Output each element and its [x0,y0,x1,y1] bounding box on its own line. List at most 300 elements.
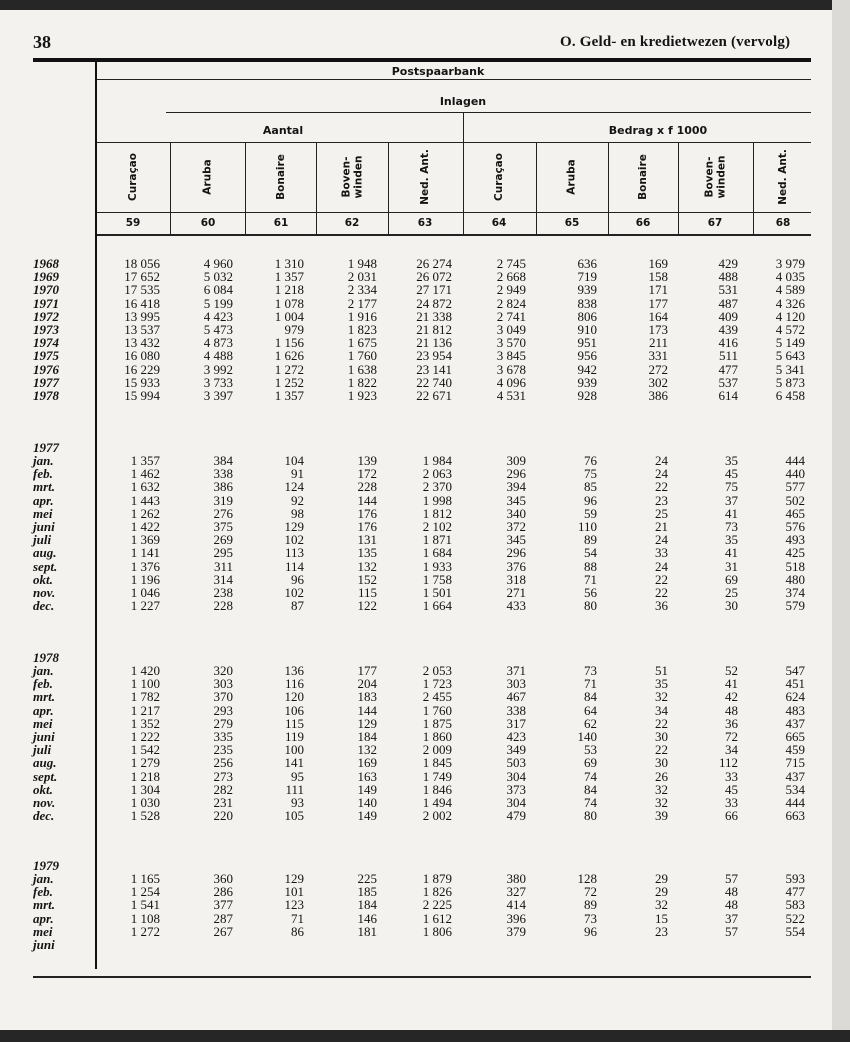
table-cell: 1 272 [130,923,160,939]
table-cell: 69 [584,755,597,771]
table-cell: 1 871 [422,532,452,548]
table-cell: 129 [357,715,377,731]
col-divider [753,142,754,236]
table-cell: 583 [785,897,805,913]
table-cell: 503 [506,755,526,771]
table-cell: 71 [584,571,597,587]
table-cell: 31 [725,558,738,574]
table-cell: 96 [291,571,304,587]
table-cell: 21 136 [416,335,452,351]
table-cell: 32 [655,795,668,810]
table-cell: 537 [718,374,738,390]
row-label: juni [33,519,55,534]
table-cell: 2 370 [422,479,452,495]
row-label: juni [33,937,55,952]
table-cell: 440 [785,466,805,482]
col-number: 63 [417,217,433,229]
table-cell: 309 [506,453,526,468]
table-cell: 228 [213,598,233,614]
table-row [0,925,850,938]
page-number: 38 [33,32,51,52]
table-cell: 1 846 [422,781,452,797]
table-cell: 287 [213,910,233,926]
table-cell: 15 933 [124,374,160,390]
table-cell: 220 [213,808,233,824]
table-row [0,310,850,323]
table-cell: 1 826 [422,884,452,900]
table-cell: 1 812 [422,505,452,521]
table-cell: 106 [284,702,304,718]
table-cell: 45 [725,781,738,797]
table-cell: 2 668 [496,269,526,285]
table-cell: 136 [284,663,304,678]
table-cell: 522 [785,910,805,926]
table-cell: 73 [584,663,597,678]
table-cell: 3 397 [203,388,233,403]
table-cell: 23 954 [416,348,452,364]
table-cell: 1 501 [422,585,452,600]
table-cell: 1 723 [422,676,452,692]
table-cell: 37 [725,910,738,926]
table-cell: 451 [785,676,805,692]
row-label: jan. [33,663,54,678]
table-cell: 132 [357,742,377,758]
table-cell: 3 733 [203,374,233,390]
table-cell: 37 [725,492,738,508]
table-cell: 13 432 [124,335,160,351]
table-row [0,743,850,756]
table-cell: 303 [506,676,526,692]
col-head-bonaire-aantal [261,144,301,210]
row-label: dec. [33,808,55,824]
row-label: sept. [33,768,58,784]
table-cell: 951 [577,335,597,351]
table-cell: 319 [213,492,233,508]
table-cell: 477 [718,361,738,377]
table-cell: 21 338 [416,308,452,324]
table-cell: 1 352 [130,715,160,731]
table-cell: 111 [285,781,304,797]
table-cell: 16 418 [124,295,160,311]
table-cell: 576 [785,519,805,534]
col-number: 60 [200,217,216,229]
header-rule-4 [95,212,811,213]
table-cell: 45 [725,466,738,482]
table-cell: 86 [291,923,304,939]
table-cell: 1 422 [130,519,160,534]
table-cell: 1 782 [130,689,160,705]
table-row [0,885,850,898]
table-cell: 5 643 [775,348,805,364]
table-cell: 303 [213,676,233,692]
table-cell: 1 542 [130,742,160,758]
table-cell: 25 [655,505,668,521]
table-cell: 2 334 [347,282,377,298]
table-cell: 2 002 [422,808,452,824]
col-head-aruba-aantal [188,144,228,210]
table-cell: 39 [655,808,668,824]
table-cell: 24 [655,532,668,548]
table-cell: 272 [648,361,668,377]
row-label: 1971 [33,295,59,311]
col-number: 65 [564,217,580,229]
table-cell: 185 [357,884,377,900]
table-cell: 719 [577,269,597,285]
table-cell: 1 760 [422,702,452,718]
table-cell: 416 [718,335,738,351]
table-cell: 296 [506,466,526,482]
table-cell: 1 443 [130,492,160,508]
table-cell: 1 758 [422,571,452,587]
table-cell: 144 [357,702,377,718]
table-cell: 1 004 [274,308,304,324]
row-label: dec. [33,598,55,614]
table-cell: 314 [213,571,233,587]
table-cell: 114 [284,558,304,574]
table-cell: 172 [357,466,377,482]
col-head-text: Boven- winden [703,155,728,199]
col-divider [245,142,246,236]
col-head-text: Bonaire [275,154,287,200]
table-cell: 939 [577,374,597,390]
col-divider [678,142,679,236]
table-cell: 2 824 [496,295,526,311]
table-cell: 176 [357,519,377,534]
table-cell: 115 [357,585,377,600]
col-head-text: Ned. Ant. [777,149,789,205]
row-label: 1975 [33,348,59,364]
row-label: juli [33,532,52,548]
table-cell: 15 994 [124,388,160,403]
table-row [0,297,850,310]
col-head-text: Curaçao [493,153,505,201]
table-cell: 1 357 [274,269,304,285]
table-cell: 141 [284,755,304,771]
table-cell: 32 [655,781,668,797]
table-cell: 22 740 [416,374,452,390]
col-divider [608,142,609,236]
table-cell: 57 [725,871,738,886]
table-row [0,467,850,480]
table-cell: 176 [357,505,377,521]
page-edge-top [0,0,850,10]
table-cell: 64 [584,702,597,718]
row-label: 1974 [33,335,59,351]
table-cell: 59 [584,505,597,521]
table-cell: 377 [213,897,233,913]
table-cell: 715 [785,755,805,771]
table-cell: 256 [213,755,233,771]
table-cell: 467 [506,689,526,705]
table-cell: 128 [577,871,597,886]
table-cell: 5 032 [203,269,233,285]
table-cell: 444 [785,795,805,810]
table-row [0,507,850,520]
table-cell: 2 741 [496,308,526,324]
table-cell: 1 254 [130,884,160,900]
table-cell: 152 [357,571,377,587]
table-cell: 956 [577,348,597,364]
col-head-text: Boven- winden [340,155,365,199]
table-cell: 1 196 [130,571,160,587]
table-cell: 84 [584,781,597,797]
table-cell: 273 [213,768,233,784]
table-cell: 15 [655,910,668,926]
table-cell: 140 [577,729,597,744]
table-cell: 52 [725,663,738,678]
table-cell: 66 [725,808,738,824]
table-row [0,363,850,376]
inlagen-label: Inlagen [439,95,487,108]
table-cell: 806 [577,308,597,324]
table-cell: 36 [725,715,738,731]
table-cell: 1 822 [347,374,377,390]
table-cell: 437 [785,715,805,731]
table-row [0,376,850,389]
col-head-bonaire-bedrag [623,144,663,210]
table-cell: 17 652 [124,269,160,285]
table-cell: 3 992 [203,361,233,377]
table-cell: 593 [785,871,805,886]
header-rule-5 [95,234,811,236]
table-cell: 30 [655,729,668,744]
row-label: apr. [33,910,54,926]
table-row [0,912,850,925]
table-cell: 4 572 [775,322,805,337]
table-cell: 74 [584,768,597,784]
table-cell: 3 049 [496,322,526,337]
col-head-nedant-bedrag [763,144,803,210]
table-cell: 41 [725,545,738,561]
bottom-rule [33,976,811,978]
table-cell: 1 923 [347,388,377,403]
table-cell: 1 218 [274,282,304,298]
table-cell: 1 217 [130,702,160,718]
table-cell: 1 420 [130,663,160,678]
table-cell: 5 473 [203,322,233,337]
table-cell: 5 199 [203,295,233,311]
table-cell: 4 035 [775,269,805,285]
table-cell: 89 [584,532,597,548]
table-cell: 1 823 [347,322,377,337]
table-row [0,599,850,612]
table-cell: 115 [284,715,304,731]
header-rule-1 [95,79,811,80]
table-cell: 35 [725,453,738,468]
table-cell: 320 [213,663,233,678]
table-cell: 41 [725,505,738,521]
table-cell: 304 [506,768,526,784]
row-label: 1969 [33,269,59,285]
table-cell: 183 [357,689,377,705]
table-cell: 444 [785,453,805,468]
table-cell: 5 873 [775,374,805,390]
table-cell: 4 873 [203,335,233,351]
table-cell: 98 [291,505,304,521]
table-cell: 85 [584,479,597,495]
table-cell: 13 537 [124,322,160,337]
table-cell: 158 [648,269,668,285]
table-cell: 1 664 [422,598,452,614]
header-rule-2 [166,112,811,113]
table-cell: 1 462 [130,466,160,482]
table-cell: 370 [213,689,233,705]
table-cell: 3 845 [496,348,526,364]
table-cell: 579 [785,598,805,614]
year-heading: 1977 [33,440,59,455]
table-cell: 1 875 [422,715,452,731]
col-head-nedant-aantal [405,144,445,210]
table-cell: 144 [357,492,377,508]
table-cell: 57 [725,923,738,939]
table-cell: 376 [506,558,526,574]
table-cell: 1 675 [347,335,377,351]
header-rule-3 [95,142,811,143]
table-cell: 942 [577,361,597,377]
table-row [0,756,850,769]
table-cell: 228 [357,479,377,495]
table-cell: 373 [506,781,526,797]
table-cell: 18 056 [124,256,160,271]
row-label: feb. [33,676,53,692]
table-cell: 84 [584,689,597,705]
table-cell: 177 [357,663,377,678]
table-cell: 89 [584,897,597,913]
table-cell: 295 [213,545,233,561]
col-divider [388,142,389,236]
table-cell: 1 845 [422,755,452,771]
table-cell: 181 [357,923,377,939]
table-cell: 4 120 [775,308,805,324]
table-cell: 414 [506,897,526,913]
table-cell: 487 [718,295,738,311]
row-label: 1978 [33,388,59,403]
col-divider [536,142,537,236]
table-cell: 1 948 [347,256,377,271]
table-cell: 53 [584,742,597,758]
table-cell: 2 455 [422,689,452,705]
table-cell: 6 458 [775,388,805,403]
table-cell: 26 274 [416,256,452,271]
table-cell: 3 979 [775,256,805,271]
table-cell: 439 [718,322,738,337]
table-cell: 122 [357,598,377,614]
bedrag-label: Bedrag x f 1000 [608,124,708,137]
table-cell: 477 [785,884,805,900]
row-label: apr. [33,492,54,508]
table-row [0,573,850,586]
table-cell: 380 [506,871,526,886]
table-cell: 375 [213,519,233,534]
table-cell: 3 678 [496,361,526,377]
table-cell: 129 [284,871,304,886]
table-cell: 1 141 [130,545,160,561]
table-cell: 518 [785,558,805,574]
table-cell: 119 [284,729,304,744]
table-cell: 1 494 [422,795,452,810]
table-cell: 1 279 [130,755,160,771]
table-cell: 171 [648,282,668,298]
row-label: mrt. [33,479,56,495]
table-cell: 100 [284,742,304,758]
table-cell: 433 [506,598,526,614]
table-cell: 27 171 [416,282,452,298]
table-cell: 1 046 [130,585,160,600]
table-cell: 33 [725,795,738,810]
table-cell: 4 488 [203,348,233,364]
table-cell: 345 [506,492,526,508]
col-head-aruba-bedrag [552,144,592,210]
table-cell: 1 749 [422,768,452,784]
table-cell: 93 [291,795,304,810]
table-cell: 2 031 [347,269,377,285]
table-cell: 502 [785,492,805,508]
table-row [0,809,850,822]
table-cell: 372 [506,519,526,534]
row-label: 1970 [33,282,59,298]
table-cell: 2 225 [422,897,452,913]
table-cell: 42 [725,689,738,705]
table-cell: 34 [655,702,668,718]
table-cell: 1 357 [130,453,160,468]
row-label: sept. [33,558,58,574]
table-cell: 169 [357,755,377,771]
table-cell: 4 960 [203,256,233,271]
table-cell: 3 570 [496,335,526,351]
col-number: 67 [707,217,723,229]
table-cell: 92 [291,492,304,508]
col-number: 61 [273,217,289,229]
table-cell: 423 [506,729,526,744]
table-cell: 379 [506,923,526,939]
table-cell: 4 423 [203,308,233,324]
table-cell: 511 [718,348,738,364]
row-label: 1973 [33,322,59,337]
table-cell: 293 [213,702,233,718]
table-cell: 21 812 [416,322,452,337]
table-cell: 164 [648,308,668,324]
table-cell: 140 [357,795,377,810]
table-cell: 838 [577,295,597,311]
row-label: feb. [33,466,53,482]
table-cell: 304 [506,795,526,810]
table-cell: 459 [785,742,805,758]
table-cell: 30 [655,755,668,771]
table-cell: 338 [506,702,526,718]
table-cell: 547 [785,663,805,678]
table-cell: 345 [506,532,526,548]
table-cell: 139 [357,453,377,468]
table-cell: 80 [584,598,597,614]
table-cell: 335 [213,729,233,744]
table-row [0,283,850,296]
table-cell: 282 [213,781,233,797]
table-cell: 102 [284,532,304,548]
table-cell: 302 [648,374,668,390]
table-cell: 4 531 [496,388,526,403]
table-row [0,546,850,559]
table-cell: 34 [725,742,738,758]
table-cell: 396 [506,910,526,926]
table-cell: 465 [785,505,805,521]
table-cell: 149 [357,808,377,824]
col-number: 64 [491,217,507,229]
table-cell: 124 [284,479,304,495]
table-cell: 429 [718,256,738,271]
table-cell: 204 [357,676,377,692]
table-cell: 48 [725,702,738,718]
table-cell: 13 995 [124,308,160,324]
